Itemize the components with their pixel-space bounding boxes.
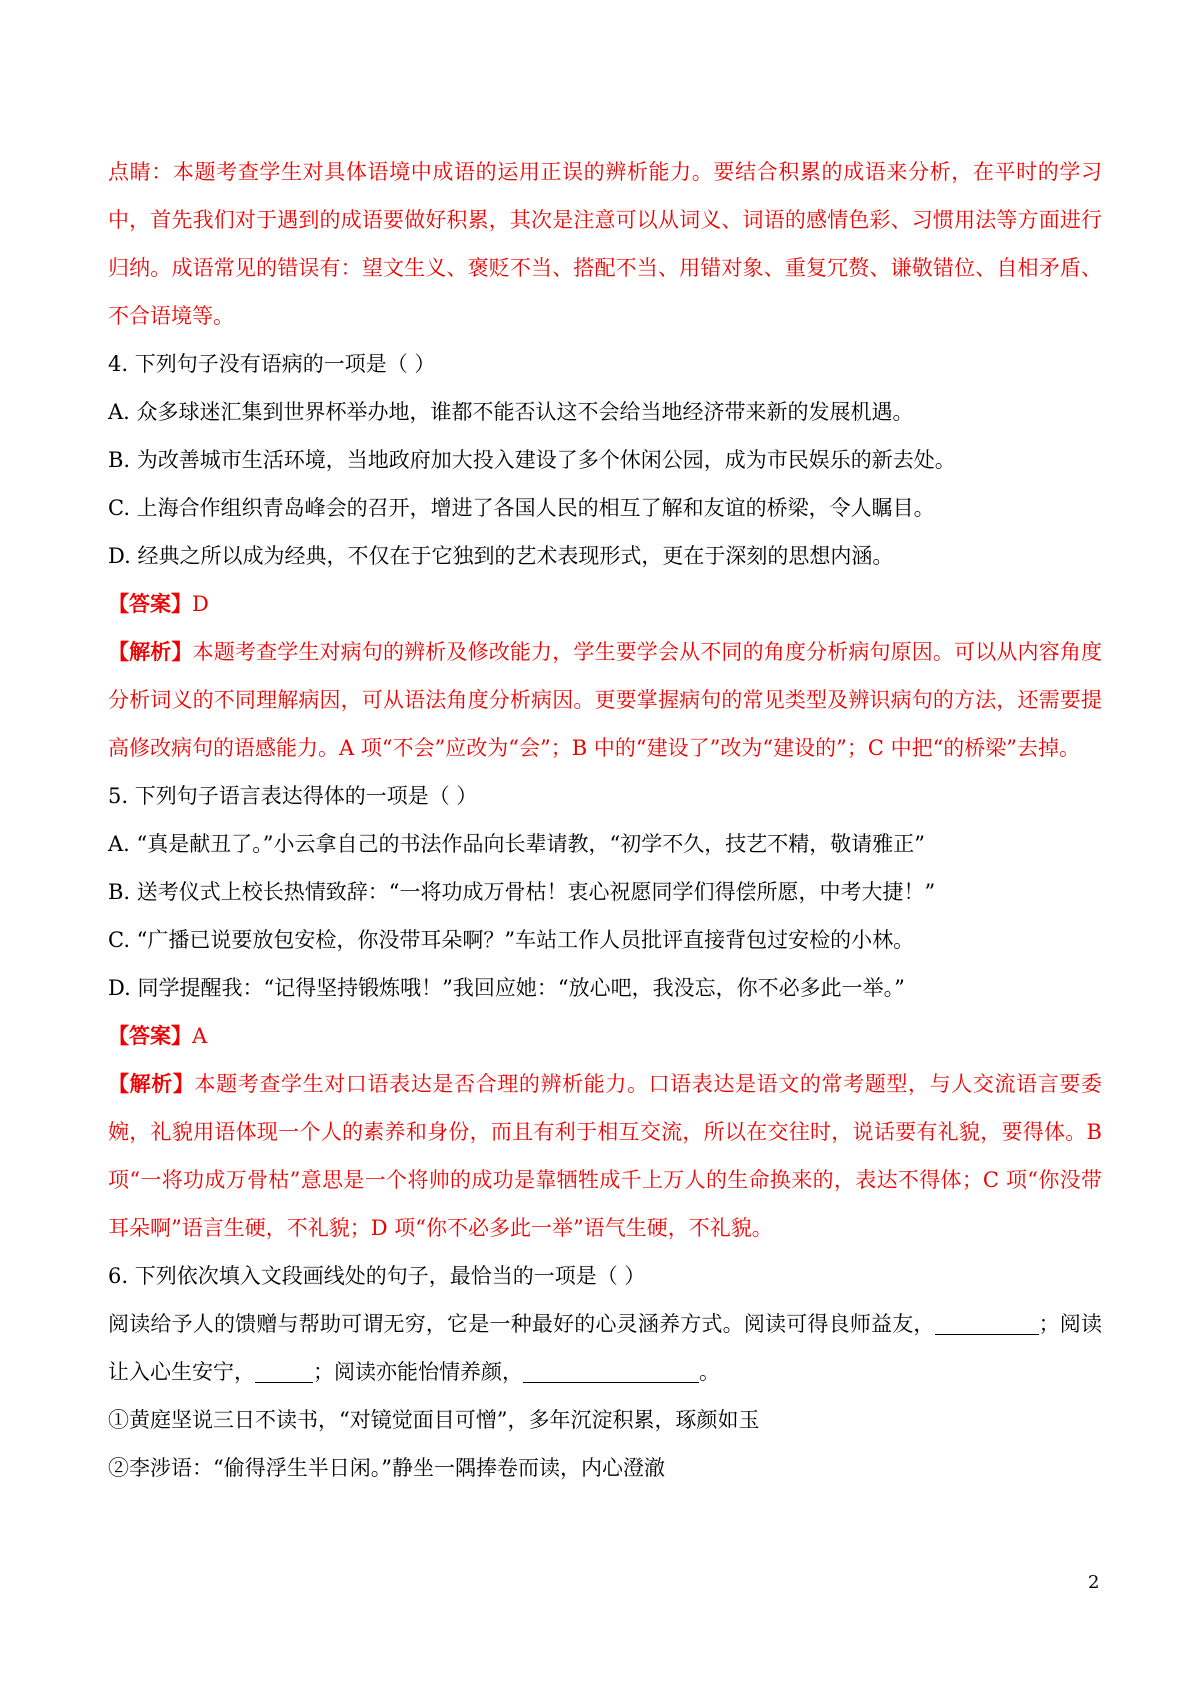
question-5-option-a: A. “真是献丑了。”小云拿自己的书法作品向长辈请教，“初学不久，技艺不精，敬请雅正” (108, 832, 925, 856)
passage-text: ；阅读亦能怡情养颜， (313, 1360, 523, 1384)
question-6-stem: 6. 下列依次填入文段画线处的句子，最恰当的一项是（ ） (108, 1264, 646, 1288)
question-4-option-a: A. 众多球迷汇集到世界杯举办地，谁都不能否认这不会给当地经济带来新的发展机遇。 (108, 400, 914, 424)
question-4-option-c: C. 上海合作组织青岛峰会的召开，增进了各国人民的相互了解和友谊的桥梁，令人瞩目。 (108, 496, 935, 520)
passage-text: 阅读给予人的馈赠与帮助可谓无穷，它是一种最好的心灵涵养方式。阅读可得良师益友， (108, 1312, 935, 1336)
fill-blank-3 (523, 1360, 699, 1383)
analysis-text: 本题考查学生对口语表达是否合理的辨析能力。口语表达是语文的常考题型，与人交流语言要委婉，礼貌用语体现一个人的素养和身份，而且有利于相互交流，所以在交往时，说话要有礼貌，要得体。B 项“一将功成万骨枯”意思是一个将帅的成功是靠牺牲成千上万人的生命换来的，表达不得体；C 项“你没带耳朵啊”语言生硬，不礼貌；D 项“你不必多此一举”语气生硬，不礼貌。 (108, 1072, 1103, 1240)
answer-value: D (192, 592, 209, 616)
question-4-analysis (108, 628, 1102, 772)
question-4-answer (108, 580, 1102, 628)
analysis-tag: 【解析】 (108, 639, 193, 664)
answer-tag: 【答案】 (108, 1023, 192, 1048)
question-4-option-b: B. 为改善城市生活环境，当地政府加大投入建设了多个休闲公园，成为市民娱乐的新去处。 (108, 448, 956, 472)
question-6-item-2: ②李涉语：“偷得浮生半日闲。”静坐一隅捧卷而读，内心澄澈 (108, 1456, 665, 1480)
passage-text: 读让入心生安宁， (108, 1312, 1102, 1384)
question-6-passage (108, 1300, 1102, 1396)
tip-paragraph: 点睛：本题考查学生对具体语境中成语的运用正误的辨析能力。要结合积累的成语来分析，在平时的学习中，首先我们对于遇到的成语要做好积累，其次是注意可以从词义、词语的感情色彩、习惯用法等方面进行归纳。成语常见的错误有：望文生义、褒贬不当、搭配不当、用错对象、重复冗赘、谦敬错位、自相矛盾、不合语境等。 (108, 160, 1102, 328)
page-number: 2 (1088, 1572, 1100, 1593)
question-4-stem: 4. 下列句子没有语病的一项是（ ） (108, 352, 436, 376)
passage-text: ；阅 (1038, 1312, 1081, 1336)
question-4-option-d: D. 经典之所以成为经典，不仅在于它独到的艺术表现形式，更在于深刻的思想内涵。 (108, 544, 894, 568)
analysis-text: 本题考查学生对病句的辨析及修改能力，学生要学会从不同的角度分析病句原因。可以从内容角度分析词义的不同理解病因，可从语法角度分析病因。更要掌握病句的常见类型及辨识病句的方法，还需要提高修改病句的语感能力。A 项“不会”应改为“会”；B 中的“建设了”改为“建设的”；C 中把“的桥梁”去掉。 (108, 640, 1102, 760)
question-5-option-d: D. 同学提醒我：“记得坚持锻炼哦！”我回应她：“放心吧，我没忘，你不必多此一举。” (108, 976, 905, 1000)
question-5-stem: 5. 下列句子语言表达得体的一项是（ ） (108, 784, 478, 808)
fill-blank-1 (935, 1312, 1039, 1335)
answer-tag: 【答案】 (108, 591, 192, 616)
page-content (108, 148, 1102, 1492)
question-5-analysis (108, 1060, 1102, 1252)
question-6-item-1: ①黄庭坚说三日不读书，“对镜觉面目可憎”，多年沉淀积累，琢颜如玉 (108, 1408, 760, 1432)
question-5-option-b: B. 送考仪式上校长热情致辞：“一将功成万骨枯！衷心祝愿同学们得偿所愿，中考大捷！” (108, 880, 936, 904)
question-5-answer (108, 1012, 1102, 1060)
analysis-tag: 【解析】 (108, 1071, 195, 1096)
question-5-option-c: C. “广播已说要放包安检，你没带耳朵啊？”车站工作人员批评直接背包过安检的小林。 (108, 928, 915, 952)
fill-blank-2 (255, 1360, 313, 1383)
passage-text: 。 (699, 1360, 720, 1384)
answer-value: A (192, 1024, 208, 1048)
